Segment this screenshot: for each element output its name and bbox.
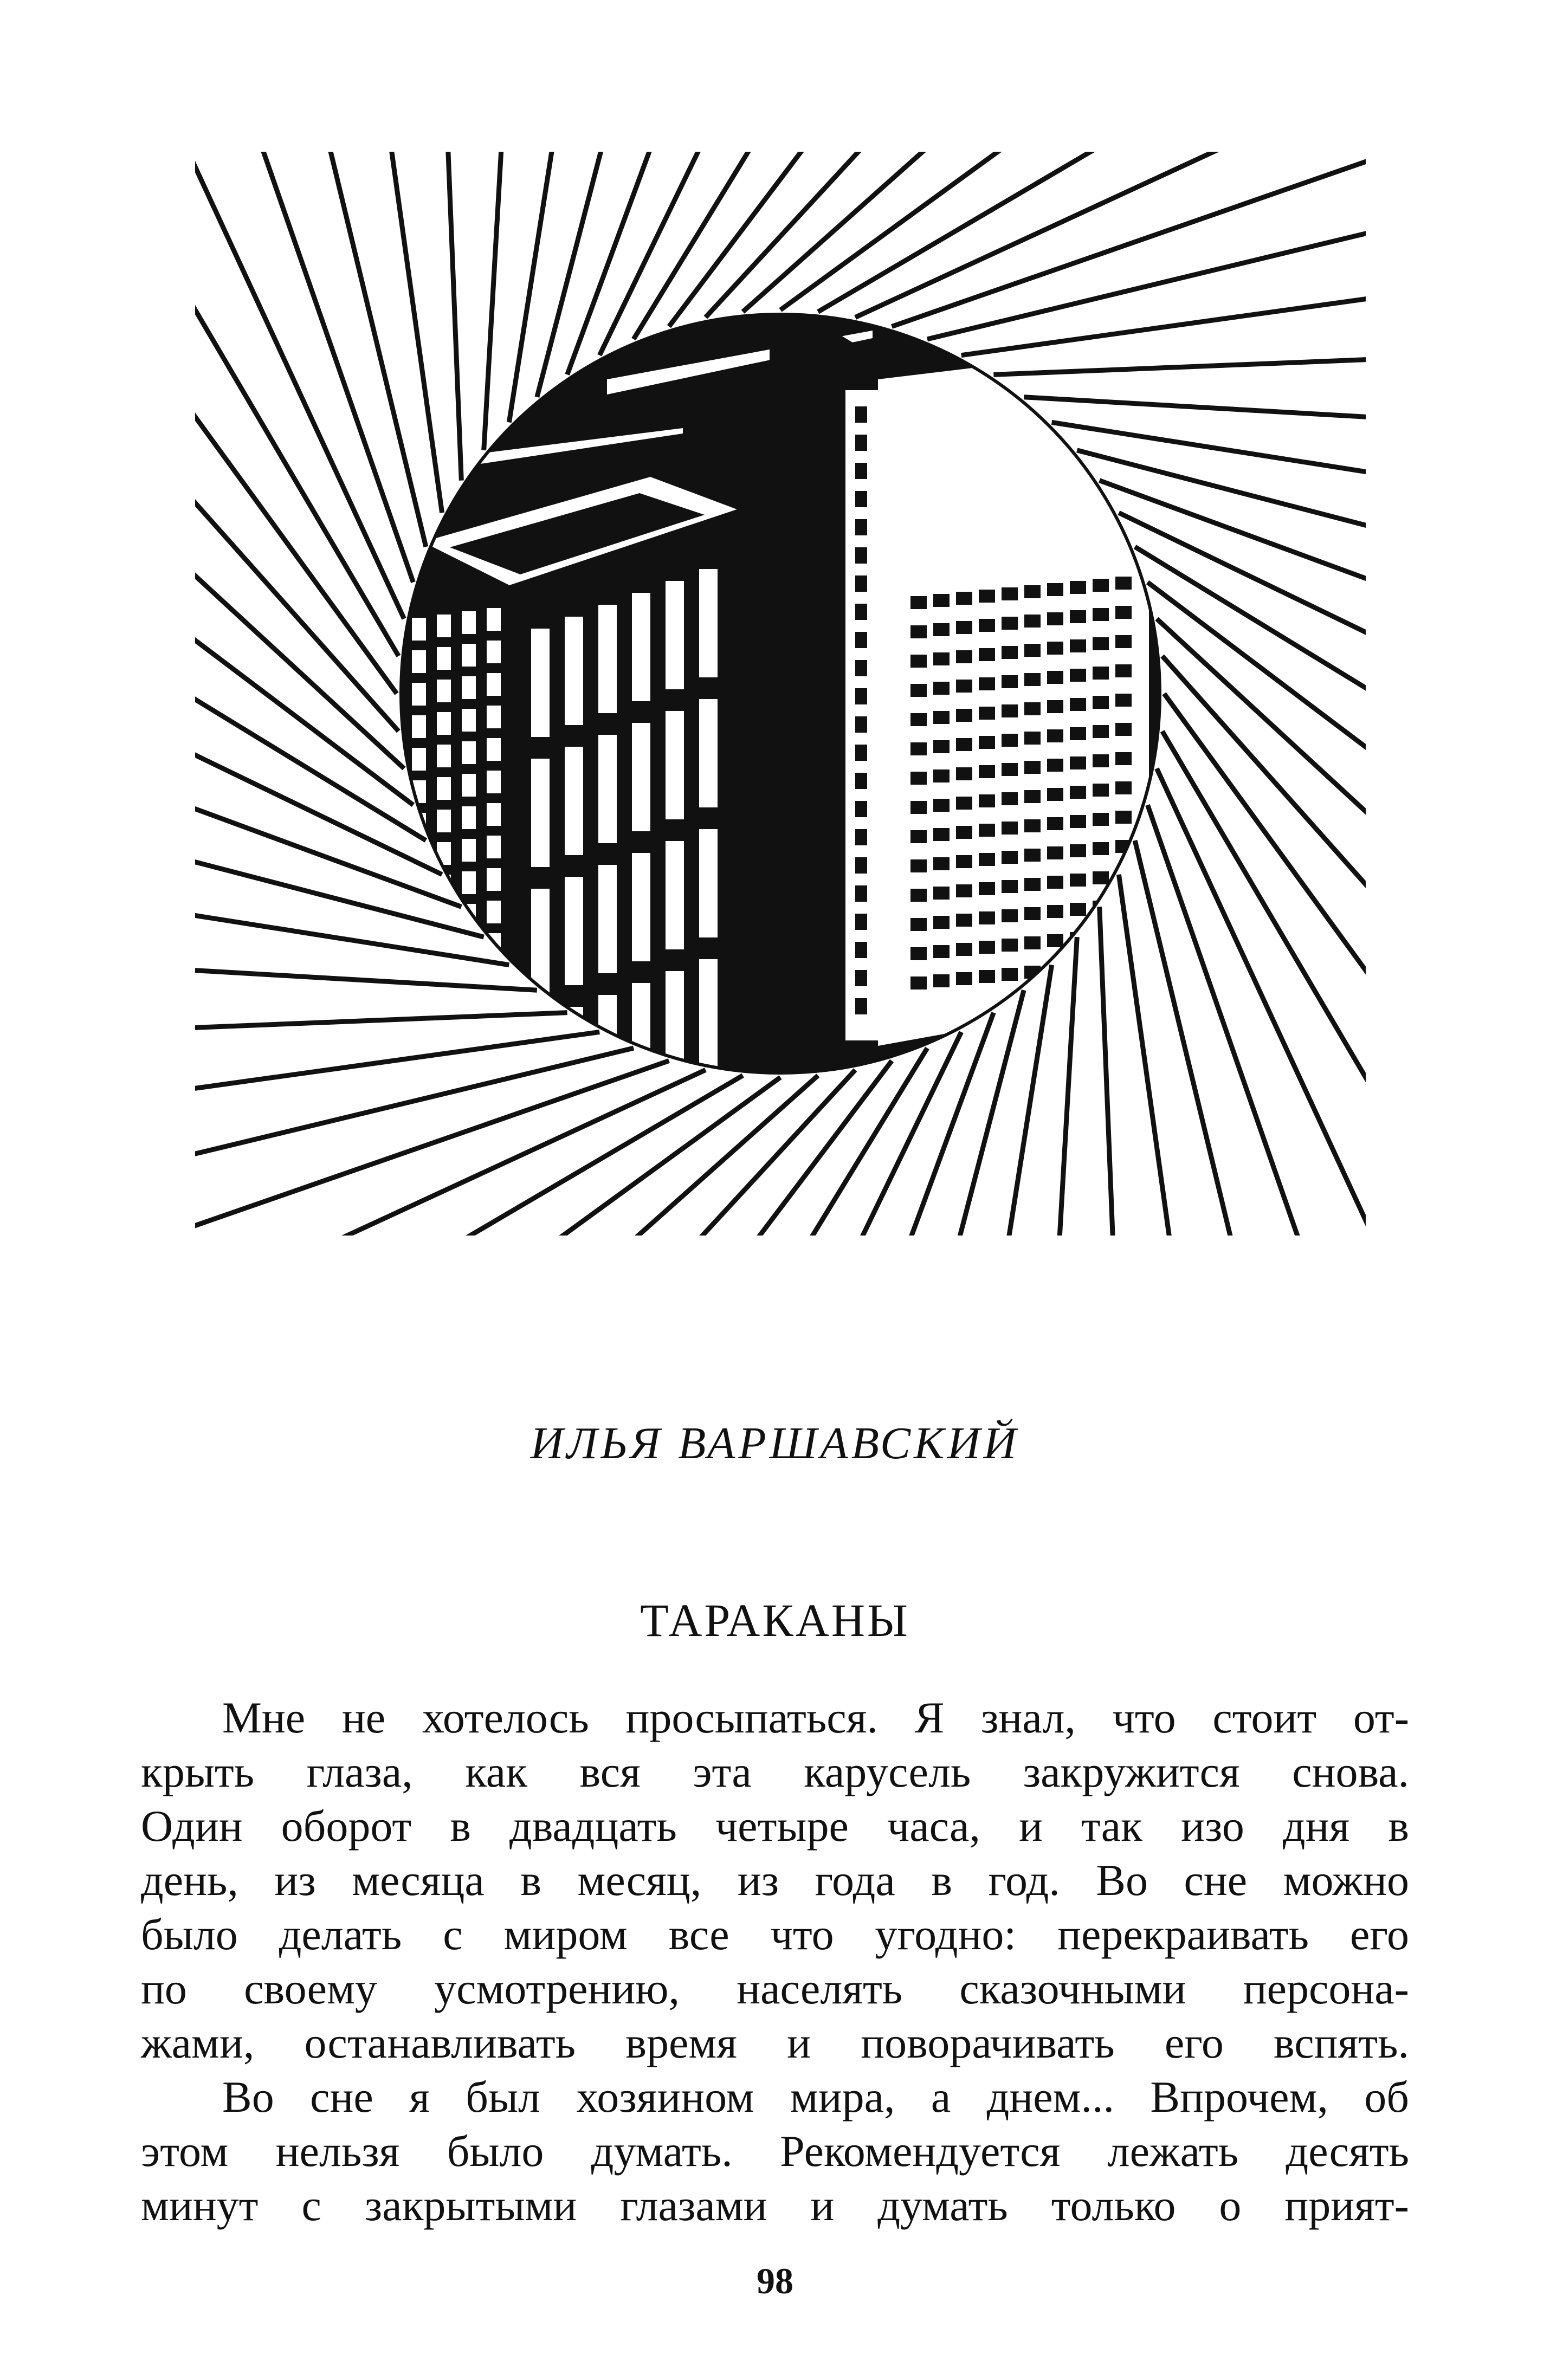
tower-window [855,857,867,874]
window [1093,813,1109,826]
window [933,594,950,607]
window [699,569,718,677]
window [956,855,972,868]
tower-window [855,885,867,902]
ray-line [425,1076,818,1236]
window [1002,617,1018,630]
window [979,824,995,837]
window [1047,905,1063,918]
ray-line [195,1032,599,1104]
window [1047,642,1063,655]
window [1024,644,1041,657]
window [910,596,927,609]
window [956,943,972,956]
window [1070,639,1086,652]
ray-line [229,1070,706,1236]
window [1093,579,1109,592]
window [910,830,927,843]
tower-window [855,745,867,761]
window [1024,907,1041,920]
window [1002,968,1018,981]
window [1115,635,1132,648]
tower-window [855,942,867,958]
tower-window [855,463,867,479]
window [699,699,718,807]
ray-line [440,152,461,481]
ray-line [993,353,1366,374]
ray-line [1162,731,1366,1184]
window [462,644,476,667]
window [565,747,583,855]
window [1024,819,1041,832]
ray-line [195,1048,634,1171]
ray-line [303,152,426,547]
window [979,794,995,807]
window [1047,846,1063,859]
window [933,769,950,782]
window [1070,756,1086,769]
window [910,772,927,785]
window [1024,936,1041,949]
ray-line [195,152,404,619]
window [1024,790,1041,803]
window [1115,577,1132,590]
window [1002,646,1018,659]
window [462,839,476,862]
window [632,593,650,701]
window [933,682,950,695]
window [979,882,995,895]
tower-window [855,491,867,507]
window [598,995,617,1103]
window [1047,700,1063,713]
woodcut-illustration [195,152,1366,1236]
window [956,709,972,722]
window [531,629,550,737]
window [462,806,476,829]
window [632,723,650,831]
ray-line [855,152,1332,318]
window [1070,581,1086,594]
window [1024,761,1041,774]
window [1047,729,1063,742]
window [1047,876,1063,889]
window [666,711,684,819]
window [1002,763,1018,776]
window [1070,903,1086,916]
window [1070,961,1086,974]
window [933,652,950,665]
window [1070,610,1086,623]
window [598,1125,617,1233]
window [979,941,995,954]
story-text [141,1691,1409,2233]
window [979,765,995,778]
window [910,859,927,872]
window [699,829,718,937]
window [1115,606,1132,619]
window [956,972,972,985]
window [1024,732,1041,745]
tower-window [855,519,867,535]
window [1002,939,1018,952]
window [666,841,684,949]
window [437,680,451,702]
window [1093,871,1109,884]
window [487,641,501,663]
window [910,684,927,697]
window [565,877,583,985]
tower-window [855,632,867,648]
ray-line [1135,840,1258,1236]
window [1047,934,1063,947]
window [462,611,476,634]
window [1115,781,1132,794]
window [933,799,950,812]
window [699,959,718,1068]
text-line: день, из месяца в месяц, из года в год. Во сне можно [141,1855,1409,1905]
window [956,680,972,693]
window [437,647,451,670]
window [487,868,501,891]
window [1115,811,1132,824]
window [437,615,451,637]
window [1115,694,1132,707]
window [437,745,451,767]
window [979,677,995,690]
window [956,738,972,751]
window [462,871,476,894]
window [487,608,501,631]
tower-window [855,435,867,451]
ray-line [927,216,1366,339]
tower-window [855,829,867,845]
window [1002,909,1018,922]
window [1115,664,1132,677]
window [910,918,927,931]
window [933,974,950,987]
window [1093,842,1109,855]
window [437,940,451,962]
window [462,676,476,699]
window [1070,727,1086,740]
window [956,826,972,839]
window [1047,671,1063,684]
author-name: ИЛЬЯ ВАРШАВСКИЙ [530,1418,1020,1469]
window [979,619,995,632]
window [1002,822,1018,835]
window [1024,585,1041,598]
text-line: по своему усмотрению, населять сказочными персона- [141,1964,1409,2013]
window [956,884,972,897]
tower-window [855,801,867,817]
window [462,741,476,764]
window [1093,637,1109,650]
window [1070,698,1086,711]
ray-line [743,152,1135,312]
ray-line [195,960,537,990]
window [933,857,950,870]
text-line: Мне не хотелось просыпаться. Я знал, что стоит от- [222,1693,1409,1742]
window [933,945,950,958]
window [1070,874,1086,887]
window [910,742,927,755]
window [412,683,426,706]
window [1002,704,1018,717]
window [565,617,583,725]
window [1115,752,1132,765]
window [979,707,995,720]
window [1002,734,1018,747]
window [1093,608,1109,621]
window [956,767,972,780]
tower-window [855,970,867,986]
text-line: минут с закрытыми глазами и думать только о прият- [141,2181,1409,2230]
ray-line [195,1013,567,1034]
window [956,797,972,810]
window [1047,759,1063,772]
window [412,748,426,771]
skyscrapers-woodcut-image [195,152,1366,1236]
window [933,623,950,636]
ray-line [961,283,1366,355]
window [437,712,451,735]
tower-window [855,575,867,592]
window [979,648,995,661]
window [1093,667,1109,680]
window [956,621,972,634]
tower-window [855,406,867,423]
window [1093,784,1109,797]
window [910,801,927,814]
window [1070,669,1086,682]
tower-window [855,773,867,789]
text-line: Один оборот в двадцать четыре часа, и так изо дня в [141,1801,1409,1851]
window [487,673,501,696]
window [1047,817,1063,830]
window [910,976,927,989]
window [598,605,617,713]
ray-line [1157,768,1366,1236]
window [1024,878,1041,891]
text-line: было делать с миром все что угодно: перекраивать его [141,1910,1409,1959]
window [487,706,501,728]
tower-window [855,547,867,564]
window [956,650,972,663]
window [1070,815,1086,828]
tower-window [855,660,867,676]
window [487,803,501,826]
window [598,735,617,843]
window [933,711,950,724]
ray-line [1100,907,1121,1236]
window [933,887,950,900]
window [1024,615,1041,628]
text-line: жами, останавливать время и поворачивать его вспять. [141,2018,1409,2067]
window [956,914,972,927]
window [412,650,426,673]
window [1002,792,1018,805]
tower-window [855,914,867,930]
window [437,777,451,800]
window [933,740,950,753]
window [933,828,950,841]
window [1047,612,1063,625]
window [910,947,927,960]
window [1024,849,1041,862]
window [632,853,650,961]
window [412,715,426,738]
window [910,625,927,638]
tower-window [855,688,867,704]
window [462,709,476,732]
window [910,655,927,668]
window [487,836,501,858]
window [1070,844,1086,857]
window [1047,788,1063,801]
window [531,759,550,867]
window [910,889,927,902]
window [1115,723,1132,736]
window [979,736,995,749]
window [1093,696,1109,709]
window [412,943,426,966]
window [462,774,476,797]
ray-line [195,488,413,805]
text-line: этом нельзя было думать. Рекомендуется лежать десять [141,2126,1409,2176]
window [1047,583,1063,596]
window [666,581,684,689]
story-title: ТАРАКАНЫ [640,1594,910,1646]
window [1093,754,1109,767]
window [1093,725,1109,738]
window [1002,587,1018,600]
tower-window [855,716,867,733]
window [1002,880,1018,893]
window [487,738,501,761]
window [598,865,617,973]
window [933,916,950,929]
window [412,618,426,641]
window [979,853,995,866]
text-line: Во сне я был хозяином мира, а днем... Впрочем, об [222,2072,1409,2122]
tower-window [855,604,867,620]
window [487,771,501,793]
ray-line [195,203,398,656]
ray-line [1148,582,1366,899]
page-number: 98 [757,2260,793,2301]
tower-window [855,998,867,1014]
window [1024,702,1041,715]
window [487,901,501,923]
window [1024,673,1041,686]
window [437,810,451,832]
window [1002,851,1018,864]
window [979,590,995,603]
ray-line [1024,397,1366,428]
window [910,713,927,726]
window [956,592,972,605]
window [979,911,995,924]
text-line: крыть глаза, как вся эта карусель закружится снова. [141,1747,1409,1796]
window [1070,786,1086,799]
window [979,970,995,983]
window [1002,675,1018,688]
